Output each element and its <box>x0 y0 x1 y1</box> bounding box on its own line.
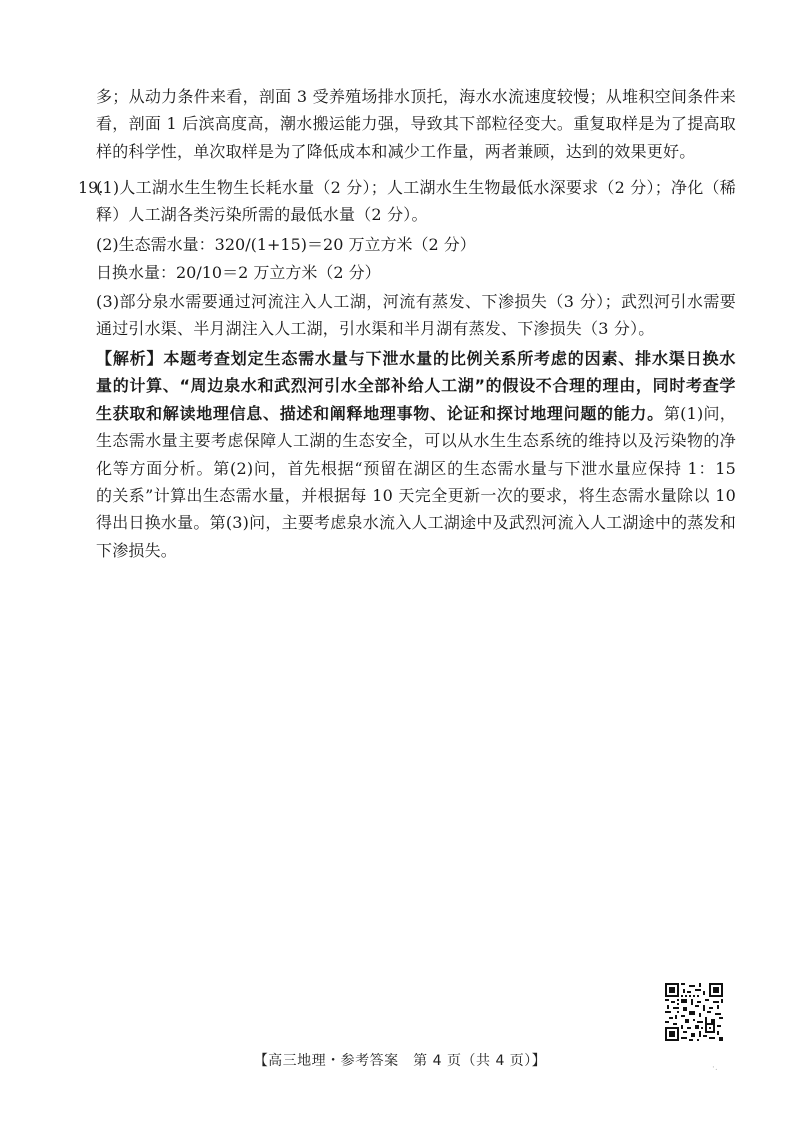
analysis-paragraph <box>96 345 736 564</box>
analysis-rest-text: 第(1)问，生态需水量主要考虑保障人工湖的生态安全，可以从水生生态系统的维持以及污染物的净化等方面分析。第(2)问，首先根据“预留在湖区的生态需水量与下泄水量应保持 1：15 的关系”计算出生态需水量，并根据每 10 天完全更新一次的要求，将生态需水量除以 10 得出日换水量。第(3)问，主要考虑泉水流入人工湖途中及武烈河流入人工湖途中的蒸发和下渗损失。 <box>96 403 736 560</box>
analysis-bold-text: 【解析】本题考查划定生态需水量与下泄水量的比例关系所考虑的因素、排水渠日换水量的计算、“周边泉水和武烈河引水全部补给人工湖”的假设不合理的理由，同时考查学生获取和解读地理信息、描述和阐释地理事物、论证和探讨地理问题的能力。 <box>96 349 736 423</box>
continuation-paragraph: 多；从动力条件来看，剖面 3 受养殖场排水顶托，海水水流速度较慢；从堆积空间条件来看，剖面 1 后滨高度高，潮水搬运能力强，导致其下部粒径变大。重复取样是为了提高取样的科学性，单次取样是为了降低成本和减少工作量，两者兼顾，达到的效果更好。 <box>96 87 736 161</box>
corner-mark: ·. <box>712 1063 718 1073</box>
page-footer: 【高三地理・参考答案 第 4 页（共 4 页）】 <box>253 1053 547 1069</box>
answer-part-3: (3)部分泉水需要通过河流注入人工湖，河流有蒸发、下渗损失（3 分）；武烈河引水需要通过引水渠、半月湖注入人工湖，引水渠和半月湖有蒸发、下渗损失（3 分）。 <box>96 292 736 339</box>
answer-part-1: (1)人工湖水生生物生长耗水量（2 分）；人工湖水生生物最低水深要求（2 分）；净化（稀释）人工湖各类污染所需的最低水量（2 分）。 <box>96 178 736 225</box>
answer-part-2-line-2: 日换水量：20/10＝2 万立方米（2 分） <box>96 263 381 282</box>
qr-code-icon <box>665 983 723 1041</box>
question-number: 19. <box>78 178 104 197</box>
answer-part-2-line-1: (2)生态需水量：320/(1+15)＝20 万立方米（2 分） <box>96 235 476 254</box>
